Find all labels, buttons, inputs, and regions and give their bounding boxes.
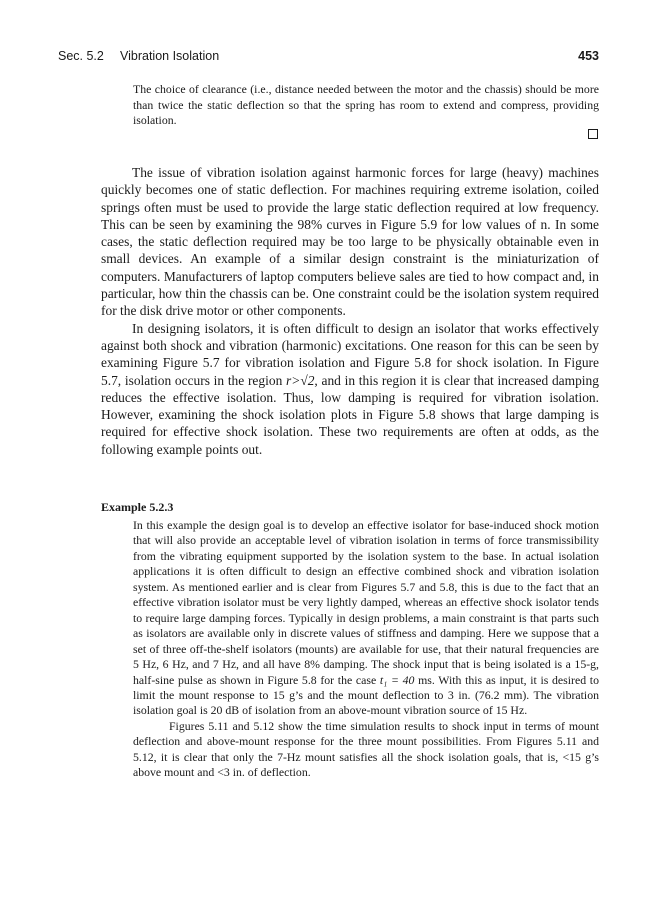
running-header: [58, 49, 599, 67]
example-heading: Example 5.2.3: [101, 500, 174, 514]
section-number: Sec. 5.2: [58, 49, 104, 63]
example-text-a: In this example the design goal is to develop an effective isolator for base-induced shock motion that will also provide an acceptable level of vibration isolation in terms of force transmissibility from the vibrating equipment supported by the isolation system to the base. In actual isolation applications it is often difficult to design an effective combined shock and vibration isolation system. As mentioned earlier and is clear from Figures 5.7 and 5.8, this is due to the fact that an effective vibration isolator must be very lightly damped, whereas an effective shock isolator tends to require large damping forces. Typically in design problems, a main constraint is that parts such as isolators are available only in discrete values of stiffness and damping. Here we suppose that a set of three off-the-shelf isolators (mounts) are available for use, that their natural frequencies are 5 Hz, 6 Hz, and 7 Hz, and all have 8% damping. The shock input that is being isolated is a 15-g, half-sine pulse as shown in Figure 5.8 for the case: [133, 518, 599, 687]
intro-paragraph: The choice of clearance (i.e., distance needed between the motor and the chassis) should be more than twice the static deflection so that the spring has room to extend and compress, providing isolation.: [133, 82, 599, 127]
paragraph-text-b: , and in this region it is clear that increased damping reduces the effective isolation. Thus, low damping is required for vibration isolation. However, examining the shock isolation plots in Figure 5.8 shows that large damping is required for effective shock isolation. These two requirements are often at odds, as the following example points out.: [101, 372, 599, 457]
section-title: Vibration Isolation: [120, 49, 220, 63]
paragraph-static-deflection: The issue of vibration isolation against harmonic forces for large (heavy) machines quickly becomes one of static deflection. For machines requiring extreme isolation, coiled springs often must be used to provide the large static deflection required at low frequency. This can be seen by examining the 98% curves in Figure 5.9 for low values of n. In some cases, the static deflection required may be too large to be physically obtainable even in small devices. An example of a similar design constraint is the miniaturization of computers. Manufacturers of laptop computers believe sales are tied to how compact and, in particular, how thin the chassis can be. One constraint could be the isolation system required for the disk drive motor or other components.: [101, 165, 599, 319]
example-paragraph-2: Figures 5.11 and 5.12 show the time simulation results to shock input in terms of mount deflection and above-mount response for the three mount possibilities. From Figures 5.11 and 5.12, it is clear that only the 7-Hz mount satisfies all the shock isolation goals, that is, <15 g’s above mount and <3 in. of deflection.: [133, 718, 599, 780]
paragraph-text-a: In designing isolators, it is often difficult to design an isolator that works effectively against both shock and vibration (harmonic) excitations. One reason for this can be seen by examining Figure 5.7 for vibration isolation and Figure 5.8 for shock isolation. In Figure 5.7, isolation occurs in the region: [101, 320, 599, 388]
inline-math-t1: t₁ = 40: [379, 672, 415, 687]
end-of-example-square-icon: [588, 129, 598, 139]
inline-math-r-sqrt2: r>√2: [286, 372, 315, 388]
example-paragraph-1: [133, 518, 599, 719]
paragraph-shock-vs-vibration: [101, 320, 599, 458]
example-text-b: ms. With this as input, it is desired to limit the mount response to 15 g’s and the mount deflection to 3 in. (76.2 mm). The vibration isolation goal is 20 dB of isolation from an above-mount vibration source of 15 Hz.: [133, 672, 599, 718]
page-number: 453: [578, 49, 599, 63]
main-text: [101, 164, 599, 458]
example-body: [133, 518, 599, 781]
